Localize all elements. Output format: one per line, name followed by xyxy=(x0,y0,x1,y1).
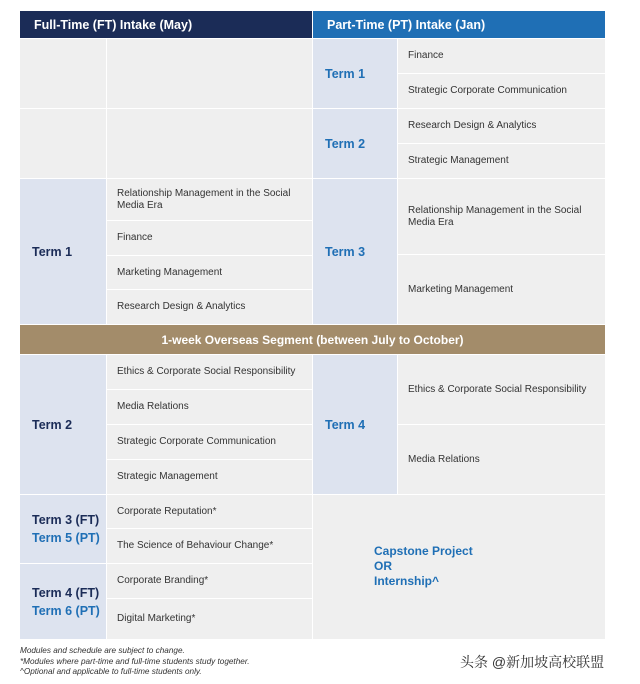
ft-term-2-module: Media Relations xyxy=(107,390,312,424)
term-4-6-module: Digital Marketing* xyxy=(107,599,312,639)
ft-term-1-label: Term 1 xyxy=(20,179,106,324)
pt-term-4-label: Term 4 xyxy=(313,355,397,494)
footnote: Modules and schedule are subject to change. xyxy=(20,646,185,655)
term-3-ft-5-pt-label xyxy=(20,495,106,563)
pt-term-4-module: Media Relations xyxy=(398,425,605,494)
pt-term-1-module: Strategic Corporate Communication xyxy=(398,74,605,108)
capstone-project-text: Capstone Project xyxy=(374,544,473,558)
footnote: *Modules where part-time and full-time students study together. xyxy=(20,656,250,666)
watermark-text: 头条 @新加坡高校联盟 xyxy=(460,654,605,670)
overseas-segment-banner: 1-week Overseas Segment (between July to October) xyxy=(20,325,605,354)
pt-term-1-module: Finance xyxy=(398,39,605,73)
footnote: ^Optional and applicable to full-time students only. xyxy=(20,667,202,676)
ft-term-2-module: Strategic Corporate Communication xyxy=(107,425,312,459)
ft-term-1-module: Marketing Management xyxy=(107,256,312,289)
ft-empty-module-cell xyxy=(107,39,312,108)
ft-term-2-module: Strategic Management xyxy=(107,460,312,494)
internship-text: Internship^ xyxy=(374,574,440,588)
ft-term-2-module: Ethics & Corporate Social Responsibility xyxy=(107,355,312,389)
term-5-pt-text: Term 5 (PT) xyxy=(32,531,100,545)
pt-intake-header: Part-Time (PT) Intake (Jan) xyxy=(313,11,605,38)
ft-term-1-module: Finance xyxy=(107,221,312,255)
ft-term-1-module: Relationship Management in the Social Media Era xyxy=(107,179,312,220)
term-4-ft-text: Term 4 (FT) xyxy=(32,585,100,600)
term-6-pt-text: Term 6 (PT) xyxy=(32,603,100,618)
pt-term-2-module: Research Design & Analytics xyxy=(398,109,605,143)
pt-term-2-module: Strategic Management xyxy=(398,144,605,178)
term-3-ft-text: Term 3 (FT) xyxy=(32,513,100,527)
term-4-6-module: Corporate Branding* xyxy=(107,564,312,598)
term-3-5-module: Corporate Reputation* xyxy=(107,495,312,528)
pt-term-3-module: Relationship Management in the Social Media Era xyxy=(398,179,605,254)
pt-term-4-module: Ethics & Corporate Social Responsibility xyxy=(398,355,605,424)
pt-term-2-label: Term 2 xyxy=(313,109,397,178)
ft-empty-term-cell xyxy=(20,39,106,108)
ft-term-1-module: Research Design & Analytics xyxy=(107,290,312,324)
pt-term-3-module: Marketing Management xyxy=(398,255,605,324)
ft-empty-term-cell xyxy=(20,109,106,178)
capstone-cell xyxy=(313,495,605,639)
term-3-5-module: The Science of Behaviour Change* xyxy=(107,529,312,563)
ft-empty-module-cell xyxy=(107,109,312,178)
term-4-ft-6-pt-label xyxy=(20,564,106,639)
ft-intake-header: Full-Time (FT) Intake (May) xyxy=(20,11,312,38)
ft-term-2-label: Term 2 xyxy=(20,355,106,494)
footnotes xyxy=(20,646,440,678)
capstone-or-text: OR xyxy=(374,559,392,573)
pt-term-3-label: Term 3 xyxy=(313,179,397,324)
pt-term-1-label: Term 1 xyxy=(313,39,397,108)
